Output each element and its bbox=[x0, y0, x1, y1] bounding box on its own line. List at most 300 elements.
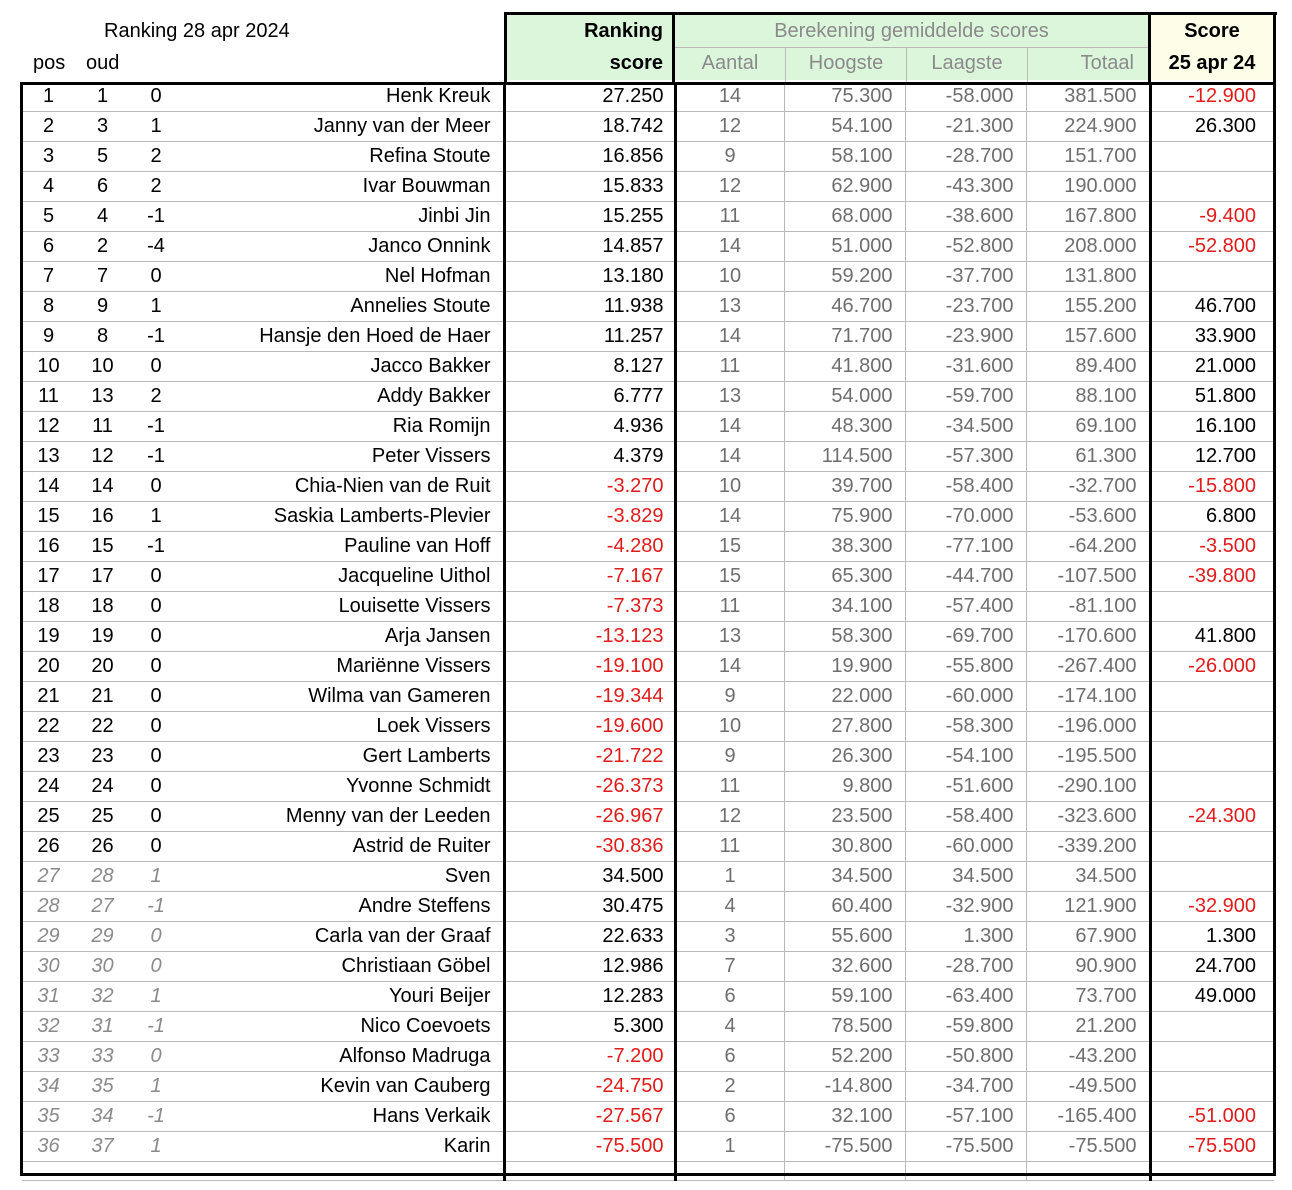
ranking-score-cell: 12.986 bbox=[504, 952, 675, 982]
old-pos-cell: 2 bbox=[75, 232, 130, 262]
old-pos-cell: 22 bbox=[75, 712, 130, 742]
table-row-empty bbox=[22, 1162, 1274, 1181]
laagste-cell: 34.500 bbox=[905, 862, 1026, 892]
aantal-cell-empty bbox=[675, 1162, 784, 1181]
laagste-cell: -51.600 bbox=[905, 772, 1026, 802]
score-cell: -51.000 bbox=[1150, 1102, 1274, 1132]
pos-cell-empty bbox=[22, 1162, 75, 1181]
table-row bbox=[22, 232, 1274, 262]
change-cell: -1 bbox=[130, 322, 182, 352]
hoogste-cell: 34.500 bbox=[784, 862, 905, 892]
totaal-cell: 89.400 bbox=[1026, 352, 1150, 382]
score-cell: 51.800 bbox=[1150, 382, 1274, 412]
score-cell: 49.000 bbox=[1150, 982, 1274, 1012]
table-row bbox=[22, 202, 1274, 232]
score-cell bbox=[1150, 832, 1274, 862]
hoogste-cell: 71.700 bbox=[784, 322, 905, 352]
table-row bbox=[22, 352, 1274, 382]
table-row bbox=[22, 712, 1274, 742]
hoogste-cell: 22.000 bbox=[784, 682, 905, 712]
player-name: Karin bbox=[182, 1132, 504, 1162]
old-pos-cell: 33 bbox=[75, 1042, 130, 1072]
hoogste-cell: 75.300 bbox=[784, 82, 905, 112]
aantal-cell: 6 bbox=[675, 982, 784, 1012]
table-row bbox=[22, 1012, 1274, 1042]
player-name: Sven bbox=[182, 862, 504, 892]
totaal-cell: -32.700 bbox=[1026, 472, 1150, 502]
old-pos-cell-empty bbox=[75, 1162, 130, 1181]
hoogste-cell: 54.000 bbox=[784, 382, 905, 412]
hoogste-cell: 51.000 bbox=[784, 232, 905, 262]
pos-cell: 23 bbox=[22, 742, 75, 772]
change-cell: 0 bbox=[130, 352, 182, 382]
player-name: Christiaan Göbel bbox=[182, 952, 504, 982]
player-name: Loek Vissers bbox=[182, 712, 504, 742]
old-pos-cell: 15 bbox=[75, 532, 130, 562]
aantal-cell: 3 bbox=[675, 922, 784, 952]
pos-cell: 30 bbox=[22, 952, 75, 982]
player-name: Nico Coevoets bbox=[182, 1012, 504, 1042]
hoogste-cell: 75.900 bbox=[784, 502, 905, 532]
aantal-cell: 11 bbox=[675, 592, 784, 622]
laagste-cell-empty bbox=[905, 1162, 1026, 1181]
change-cell: 0 bbox=[130, 1042, 182, 1072]
player-name: Addy Bakker bbox=[182, 382, 504, 412]
old-pos-cell: 10 bbox=[75, 352, 130, 382]
old-pos-cell: 3 bbox=[75, 112, 130, 142]
hoogste-cell: -14.800 bbox=[784, 1072, 905, 1102]
ranking-score-cell: 18.742 bbox=[504, 112, 675, 142]
ranking-score-cell: -3.270 bbox=[504, 472, 675, 502]
old-pos-cell: 4 bbox=[75, 202, 130, 232]
ranking-score-cell: 15.833 bbox=[504, 172, 675, 202]
old-pos-cell: 23 bbox=[75, 742, 130, 772]
change-cell: 0 bbox=[130, 952, 182, 982]
old-pos-cell: 5 bbox=[75, 142, 130, 172]
totaal-cell: -75.500 bbox=[1026, 1132, 1150, 1162]
table-row bbox=[22, 1102, 1274, 1132]
totaal-cell: 90.900 bbox=[1026, 952, 1150, 982]
laagste-cell: -70.000 bbox=[905, 502, 1026, 532]
laagste-cell: -37.700 bbox=[905, 262, 1026, 292]
laagste-cell: -75.500 bbox=[905, 1132, 1026, 1162]
ranking-score-cell: -19.600 bbox=[504, 712, 675, 742]
table-row bbox=[22, 802, 1274, 832]
laagste-cell: -59.700 bbox=[905, 382, 1026, 412]
score-cell: -3.500 bbox=[1150, 532, 1274, 562]
totaal-cell: 131.800 bbox=[1026, 262, 1150, 292]
totaal-cell: 73.700 bbox=[1026, 982, 1150, 1012]
score-cell: -24.300 bbox=[1150, 802, 1274, 832]
old-pos-cell: 26 bbox=[75, 832, 130, 862]
aantal-cell: 6 bbox=[675, 1042, 784, 1072]
change-cell: 1 bbox=[130, 982, 182, 1012]
player-name: Gert Lamberts bbox=[182, 742, 504, 772]
change-cell: -1 bbox=[130, 442, 182, 472]
score-cell: -9.400 bbox=[1150, 202, 1274, 232]
ranking-score-cell: 13.180 bbox=[504, 262, 675, 292]
ranking-score-cell: -26.967 bbox=[504, 802, 675, 832]
aantal-cell: 12 bbox=[675, 172, 784, 202]
old-pos-cell: 7 bbox=[75, 262, 130, 292]
laagste-cell: -34.700 bbox=[905, 1072, 1026, 1102]
totaal-cell: -339.200 bbox=[1026, 832, 1150, 862]
laagste-cell: -44.700 bbox=[905, 562, 1026, 592]
aantal-cell: 13 bbox=[675, 382, 784, 412]
laagste-cell: -52.800 bbox=[905, 232, 1026, 262]
score-cell: 12.700 bbox=[1150, 442, 1274, 472]
score-cell: 1.300 bbox=[1150, 922, 1274, 952]
player-name: Yvonne Schmidt bbox=[182, 772, 504, 802]
score-cell: -15.800 bbox=[1150, 472, 1274, 502]
totaal-cell: 208.000 bbox=[1026, 232, 1150, 262]
header-totaal: Totaal bbox=[1080, 52, 1134, 74]
player-name: Janco Onnink bbox=[182, 232, 504, 262]
hoogste-cell: 48.300 bbox=[784, 412, 905, 442]
table-row bbox=[22, 1132, 1274, 1162]
change-cell: 0 bbox=[130, 682, 182, 712]
score-cell: 6.800 bbox=[1150, 502, 1274, 532]
ranking-score-cell-empty bbox=[504, 1162, 675, 1181]
player-name: Kevin van Cauberg bbox=[182, 1072, 504, 1102]
hoogste-cell: 38.300 bbox=[784, 532, 905, 562]
table-row bbox=[22, 412, 1274, 442]
laagste-cell: -77.100 bbox=[905, 532, 1026, 562]
table-row bbox=[22, 172, 1274, 202]
hoogste-cell: 59.100 bbox=[784, 982, 905, 1012]
change-cell: 0 bbox=[130, 802, 182, 832]
table-row bbox=[22, 292, 1274, 322]
hoogste-cell: 55.600 bbox=[784, 922, 905, 952]
laagste-cell: -60.000 bbox=[905, 682, 1026, 712]
old-pos-cell: 37 bbox=[75, 1132, 130, 1162]
old-pos-cell: 16 bbox=[75, 502, 130, 532]
player-name: Wilma van Gameren bbox=[182, 682, 504, 712]
hoogste-cell: 26.300 bbox=[784, 742, 905, 772]
table-row bbox=[22, 622, 1274, 652]
score-cell: -52.800 bbox=[1150, 232, 1274, 262]
laagste-cell: -34.500 bbox=[905, 412, 1026, 442]
score-cell: -32.900 bbox=[1150, 892, 1274, 922]
ranking-score-cell: -24.750 bbox=[504, 1072, 675, 1102]
old-pos-cell: 18 bbox=[75, 592, 130, 622]
ranking-score-cell: -3.829 bbox=[504, 502, 675, 532]
laagste-cell: -55.800 bbox=[905, 652, 1026, 682]
pos-cell: 19 bbox=[22, 622, 75, 652]
table-row bbox=[22, 262, 1274, 292]
ranking-score-cell: -7.200 bbox=[504, 1042, 675, 1072]
hoogste-cell: 54.100 bbox=[784, 112, 905, 142]
change-cell: -1 bbox=[130, 412, 182, 442]
score-cell: 46.700 bbox=[1150, 292, 1274, 322]
totaal-cell-empty bbox=[1026, 1162, 1150, 1181]
pos-cell: 14 bbox=[22, 472, 75, 502]
old-pos-cell: 9 bbox=[75, 292, 130, 322]
score-cell bbox=[1150, 1012, 1274, 1042]
change-cell: 2 bbox=[130, 382, 182, 412]
laagste-cell: -57.300 bbox=[905, 442, 1026, 472]
player-name: Astrid de Ruiter bbox=[182, 832, 504, 862]
score-cell: 16.100 bbox=[1150, 412, 1274, 442]
table-row bbox=[22, 562, 1274, 592]
laagste-cell: -54.100 bbox=[905, 742, 1026, 772]
hoogste-cell: 78.500 bbox=[784, 1012, 905, 1042]
player-name: Ria Romijn bbox=[182, 412, 504, 442]
laagste-cell: -57.400 bbox=[905, 592, 1026, 622]
pos-cell: 5 bbox=[22, 202, 75, 232]
pos-cell: 28 bbox=[22, 892, 75, 922]
totaal-cell: -323.600 bbox=[1026, 802, 1150, 832]
table-row bbox=[22, 592, 1274, 622]
laagste-cell: -28.700 bbox=[905, 142, 1026, 172]
pos-cell: 12 bbox=[22, 412, 75, 442]
old-pos-cell: 32 bbox=[75, 982, 130, 1012]
aantal-cell: 11 bbox=[675, 832, 784, 862]
change-cell: 0 bbox=[130, 622, 182, 652]
pos-cell: 27 bbox=[22, 862, 75, 892]
aantal-cell: 9 bbox=[675, 682, 784, 712]
ranking-score-cell: -19.100 bbox=[504, 652, 675, 682]
totaal-cell: 157.600 bbox=[1026, 322, 1150, 352]
totaal-cell: 167.800 bbox=[1026, 202, 1150, 232]
score-cell: 33.900 bbox=[1150, 322, 1274, 352]
table-row bbox=[22, 832, 1274, 862]
hoogste-cell: 32.100 bbox=[784, 1102, 905, 1132]
aantal-cell: 10 bbox=[675, 712, 784, 742]
aantal-cell: 9 bbox=[675, 142, 784, 172]
change-cell: 1 bbox=[130, 502, 182, 532]
pos-cell: 10 bbox=[22, 352, 75, 382]
aantal-cell: 14 bbox=[675, 502, 784, 532]
pos-cell: 8 bbox=[22, 292, 75, 322]
change-cell: 1 bbox=[130, 292, 182, 322]
change-cell: -1 bbox=[130, 1012, 182, 1042]
laagste-cell: -59.800 bbox=[905, 1012, 1026, 1042]
totaal-cell: -64.200 bbox=[1026, 532, 1150, 562]
score-cell bbox=[1150, 742, 1274, 772]
pos-cell: 21 bbox=[22, 682, 75, 712]
pos-cell: 35 bbox=[22, 1102, 75, 1132]
laagste-cell: -31.600 bbox=[905, 352, 1026, 382]
score-cell-empty bbox=[1150, 1162, 1274, 1181]
ranking-table bbox=[22, 82, 1274, 1181]
pos-cell: 31 bbox=[22, 982, 75, 1012]
ranking-score-cell: -7.167 bbox=[504, 562, 675, 592]
totaal-cell: 21.200 bbox=[1026, 1012, 1150, 1042]
aantal-cell: 4 bbox=[675, 892, 784, 922]
ranking-score-cell: -7.373 bbox=[504, 592, 675, 622]
score-cell bbox=[1150, 592, 1274, 622]
score-cell bbox=[1150, 142, 1274, 172]
change-cell: 2 bbox=[130, 172, 182, 202]
laagste-cell: 1.300 bbox=[905, 922, 1026, 952]
player-name: Mariënne Vissers bbox=[182, 652, 504, 682]
old-pos-cell: 8 bbox=[75, 322, 130, 352]
hoogste-cell: 27.800 bbox=[784, 712, 905, 742]
table-row bbox=[22, 652, 1274, 682]
change-cell: -1 bbox=[130, 532, 182, 562]
hoogste-cell: 65.300 bbox=[784, 562, 905, 592]
aantal-cell: 14 bbox=[675, 652, 784, 682]
laagste-cell: -58.400 bbox=[905, 802, 1026, 832]
aantal-cell: 12 bbox=[675, 802, 784, 832]
player-name: Louisette Vissers bbox=[182, 592, 504, 622]
player-name: Jacqueline Uithol bbox=[182, 562, 504, 592]
totaal-cell: -49.500 bbox=[1026, 1072, 1150, 1102]
aantal-cell: 10 bbox=[675, 472, 784, 502]
table-row bbox=[22, 112, 1274, 142]
aantal-cell: 9 bbox=[675, 742, 784, 772]
player-name: Arja Jansen bbox=[182, 622, 504, 652]
player-name: Henk Kreuk bbox=[182, 82, 504, 112]
ranking-score-cell: -13.123 bbox=[504, 622, 675, 652]
totaal-cell: 69.100 bbox=[1026, 412, 1150, 442]
table-row bbox=[22, 382, 1274, 412]
score-cell bbox=[1150, 1072, 1274, 1102]
old-pos-cell: 35 bbox=[75, 1072, 130, 1102]
score-cell bbox=[1150, 262, 1274, 292]
change-cell: -4 bbox=[130, 232, 182, 262]
change-cell: 0 bbox=[130, 652, 182, 682]
table-header bbox=[0, 10, 1292, 82]
ranking-score-cell: -19.344 bbox=[504, 682, 675, 712]
ranking-score-cell: -4.280 bbox=[504, 532, 675, 562]
player-name: Andre Steffens bbox=[182, 892, 504, 922]
laagste-cell: -58.000 bbox=[905, 82, 1026, 112]
aantal-cell: 13 bbox=[675, 622, 784, 652]
aantal-cell: 1 bbox=[675, 1132, 784, 1162]
laagste-cell: -58.400 bbox=[905, 472, 1026, 502]
aantal-cell: 11 bbox=[675, 772, 784, 802]
score-cell: 21.000 bbox=[1150, 352, 1274, 382]
hoogste-cell: 60.400 bbox=[784, 892, 905, 922]
totaal-cell: 121.900 bbox=[1026, 892, 1150, 922]
aantal-cell: 14 bbox=[675, 232, 784, 262]
player-name: Hansje den Hoed de Haer bbox=[182, 322, 504, 352]
table-row bbox=[22, 82, 1274, 112]
change-cell: 0 bbox=[130, 592, 182, 622]
laagste-cell: -32.900 bbox=[905, 892, 1026, 922]
player-name: Chia-Nien van de Ruit bbox=[182, 472, 504, 502]
ranking-score-cell: 4.379 bbox=[504, 442, 675, 472]
change-cell: 1 bbox=[130, 1132, 182, 1162]
table-row bbox=[22, 862, 1274, 892]
totaal-cell: 88.100 bbox=[1026, 382, 1150, 412]
old-pos-cell: 30 bbox=[75, 952, 130, 982]
totaal-cell: -174.100 bbox=[1026, 682, 1150, 712]
score-cell bbox=[1150, 172, 1274, 202]
hoogste-cell: 39.700 bbox=[784, 472, 905, 502]
totaal-cell: -290.100 bbox=[1026, 772, 1150, 802]
table-row bbox=[22, 952, 1274, 982]
totaal-cell: -165.400 bbox=[1026, 1102, 1150, 1132]
aantal-cell: 11 bbox=[675, 202, 784, 232]
ranking-score-cell: 16.856 bbox=[504, 142, 675, 172]
hoogste-cell: 41.800 bbox=[784, 352, 905, 382]
ranking-score-cell: 11.938 bbox=[504, 292, 675, 322]
old-pos-cell: 19 bbox=[75, 622, 130, 652]
change-cell: 0 bbox=[130, 82, 182, 112]
pos-cell: 34 bbox=[22, 1072, 75, 1102]
player-name: Saskia Lamberts-Plevier bbox=[182, 502, 504, 532]
laagste-cell: -21.300 bbox=[905, 112, 1026, 142]
table-row bbox=[22, 742, 1274, 772]
header-ranking-line1: Ranking bbox=[584, 20, 663, 42]
pos-cell: 33 bbox=[22, 1042, 75, 1072]
pos-cell: 11 bbox=[22, 382, 75, 412]
table-row bbox=[22, 532, 1274, 562]
laagste-cell: -28.700 bbox=[905, 952, 1026, 982]
table-row bbox=[22, 682, 1274, 712]
aantal-cell: 15 bbox=[675, 562, 784, 592]
table-row bbox=[22, 502, 1274, 532]
totaal-cell: -107.500 bbox=[1026, 562, 1150, 592]
hoogste-cell: 59.200 bbox=[784, 262, 905, 292]
laagste-cell: -43.300 bbox=[905, 172, 1026, 202]
player-name: Ivar Bouwman bbox=[182, 172, 504, 202]
ranking-score-cell: 12.283 bbox=[504, 982, 675, 1012]
totaal-cell: -43.200 bbox=[1026, 1042, 1150, 1072]
old-pos-cell: 14 bbox=[75, 472, 130, 502]
totaal-cell: 61.300 bbox=[1026, 442, 1150, 472]
aantal-cell: 14 bbox=[675, 82, 784, 112]
pos-cell: 32 bbox=[22, 1012, 75, 1042]
totaal-cell: -53.600 bbox=[1026, 502, 1150, 532]
change-cell: 0 bbox=[130, 922, 182, 952]
old-pos-cell: 21 bbox=[75, 682, 130, 712]
hoogste-cell: 58.300 bbox=[784, 622, 905, 652]
pos-cell: 26 bbox=[22, 832, 75, 862]
ranking-score-cell: 5.300 bbox=[504, 1012, 675, 1042]
pos-cell: 29 bbox=[22, 922, 75, 952]
table-row bbox=[22, 922, 1274, 952]
pos-cell: 6 bbox=[22, 232, 75, 262]
player-name: Jacco Bakker bbox=[182, 352, 504, 382]
player-name: Youri Beijer bbox=[182, 982, 504, 1012]
totaal-cell: -195.500 bbox=[1026, 742, 1150, 772]
aantal-cell: 7 bbox=[675, 952, 784, 982]
pos-cell: 3 bbox=[22, 142, 75, 172]
hoogste-cell: 9.800 bbox=[784, 772, 905, 802]
laagste-cell: -38.600 bbox=[905, 202, 1026, 232]
change-cell: 0 bbox=[130, 712, 182, 742]
hoogste-cell: -75.500 bbox=[784, 1132, 905, 1162]
ranking-score-cell: -75.500 bbox=[504, 1132, 675, 1162]
laagste-cell: -50.800 bbox=[905, 1042, 1026, 1072]
header-oud: oud bbox=[86, 52, 120, 74]
score-cell bbox=[1150, 1042, 1274, 1072]
laagste-cell: -58.300 bbox=[905, 712, 1026, 742]
hoogste-cell: 23.500 bbox=[784, 802, 905, 832]
pos-cell: 25 bbox=[22, 802, 75, 832]
old-pos-cell: 34 bbox=[75, 1102, 130, 1132]
ranking-score-cell: 34.500 bbox=[504, 862, 675, 892]
pos-cell: 22 bbox=[22, 712, 75, 742]
totaal-cell: 224.900 bbox=[1026, 112, 1150, 142]
old-pos-cell: 11 bbox=[75, 412, 130, 442]
old-pos-cell: 27 bbox=[75, 892, 130, 922]
change-cell: 0 bbox=[130, 772, 182, 802]
aantal-cell: 2 bbox=[675, 1072, 784, 1102]
player-name: Annelies Stoute bbox=[182, 292, 504, 322]
laagste-cell: -63.400 bbox=[905, 982, 1026, 1012]
ranking-score-cell: -30.836 bbox=[504, 832, 675, 862]
score-cell bbox=[1150, 862, 1274, 892]
change-cell: 1 bbox=[130, 862, 182, 892]
totaal-cell: 190.000 bbox=[1026, 172, 1150, 202]
player-name: Peter Vissers bbox=[182, 442, 504, 472]
totaal-cell: 34.500 bbox=[1026, 862, 1150, 892]
